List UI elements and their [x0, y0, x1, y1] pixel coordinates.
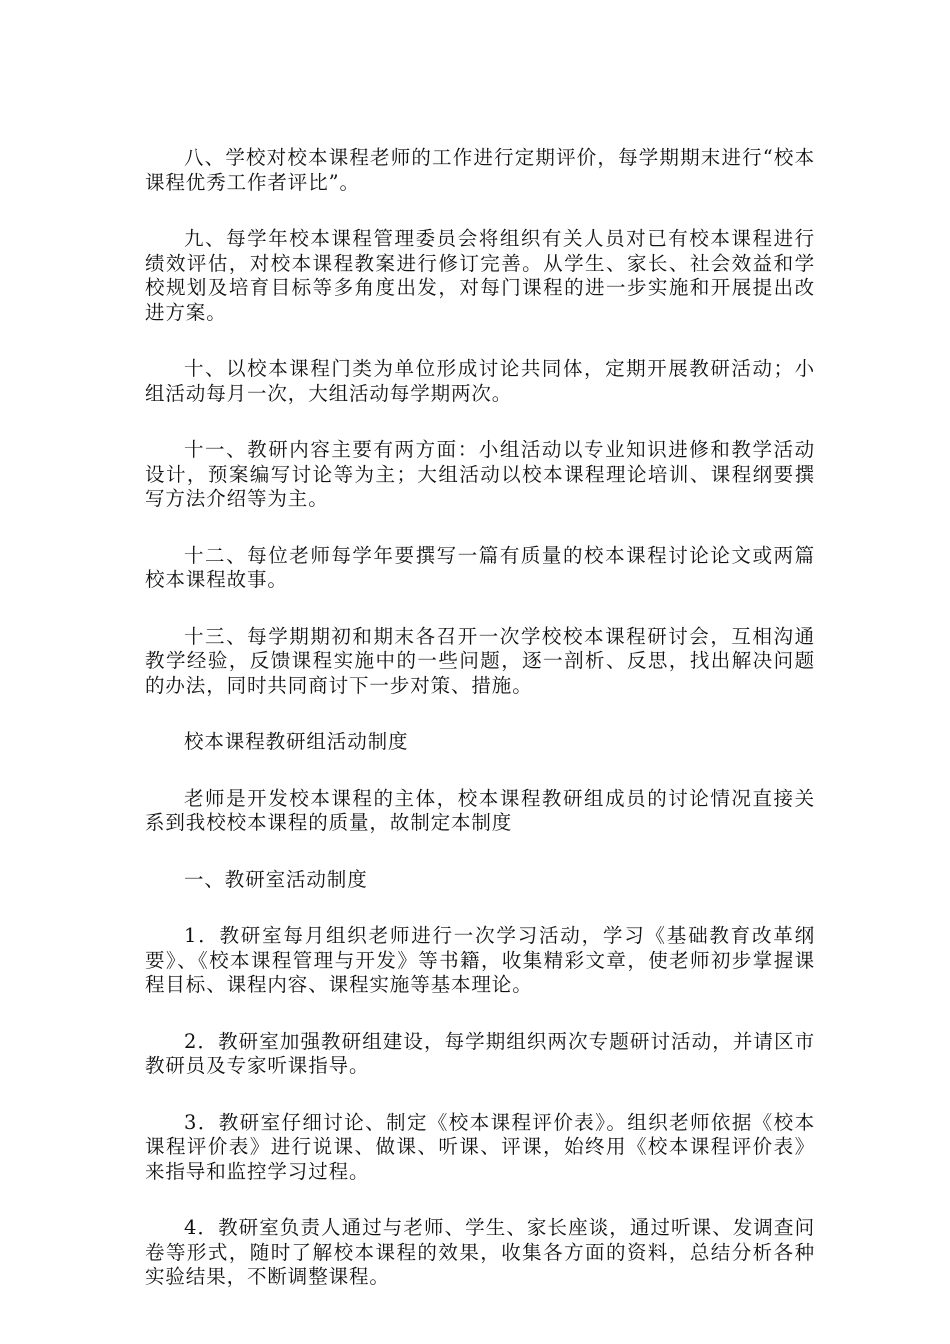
paragraph-8: 八、学校对校本课程老师的工作进行定期评价，每学期期末进行“校本课程优秀工作者评比”。: [145, 146, 815, 194]
item-4: 4．教研室负责人通过与老师、学生、家长座谈，通过听课、发调查问卷等形式，随时了解校本课程的效果，收集各方面的资料，总结分析各种实验结果，不断调整课程。: [145, 1216, 815, 1288]
section-intro: 老师是开发校本课程的主体，校本课程教研组成员的讨论情况直接关系到我校校本课程的质量，故制定本制度: [145, 786, 815, 834]
item-3: 3．教研室仔细讨论、制定《校本课程评价表》。组织老师依据《校本课程评价表》进行说课、做课、听课、评课，始终用《校本课程评价表》来指导和监控学习过程。: [145, 1110, 815, 1183]
section-heading: 校本课程教研组活动制度: [184, 730, 409, 753]
item-1: 1．教研室每月组织老师进行一次学习活动，学习《基础教育改革纲要》、《校本课程管理与开发》等书籍，收集精彩文章，使老师初步掌握课程目标、课程内容、课程实施等基本理论。: [145, 924, 815, 996]
paragraph-12: 十二、每位老师每学年要撰写一篇有质量的校本课程讨论论文或两篇校本课程故事。: [145, 543, 815, 591]
document-body: [145, 146, 815, 1322]
paragraph-11: 十一、教研内容主要有两方面：小组活动以专业知识进修和教学活动设计，预案编写讨论等为主；大组活动以校本课程理论培训、课程纲要撰写方法介绍等为主。: [145, 438, 815, 510]
subsection-heading: 一、教研室活动制度: [184, 867, 368, 891]
item-2: 2．教研室加强教研组建设，每学期组织两次专题研讨活动，并请区市教研员及专家听课指导。: [145, 1029, 815, 1077]
paragraph-9: 九、每学年校本课程管理委员会将组织有关人员对已有校本课程进行绩效评估，对校本课程教案进行修订完善。从学生、家长、社会效益和学校规划及培育目标等多角度出发，对每门课程的进一步实施和开展提出改进方案。: [145, 227, 815, 324]
paragraph-13: 十三、每学期期初和期末各召开一次学校校本课程研讨会，互相沟通教学经验，反馈课程实施中的一些问题，逐一剖析、反思，找出解决问题的办法，同时共同商讨下一步对策、措施。: [145, 624, 815, 697]
paragraph-10: 十、以校本课程门类为单位形成讨论共同体，定期开展教研活动；小组活动每月一次，大组活动每学期两次。: [145, 357, 815, 405]
